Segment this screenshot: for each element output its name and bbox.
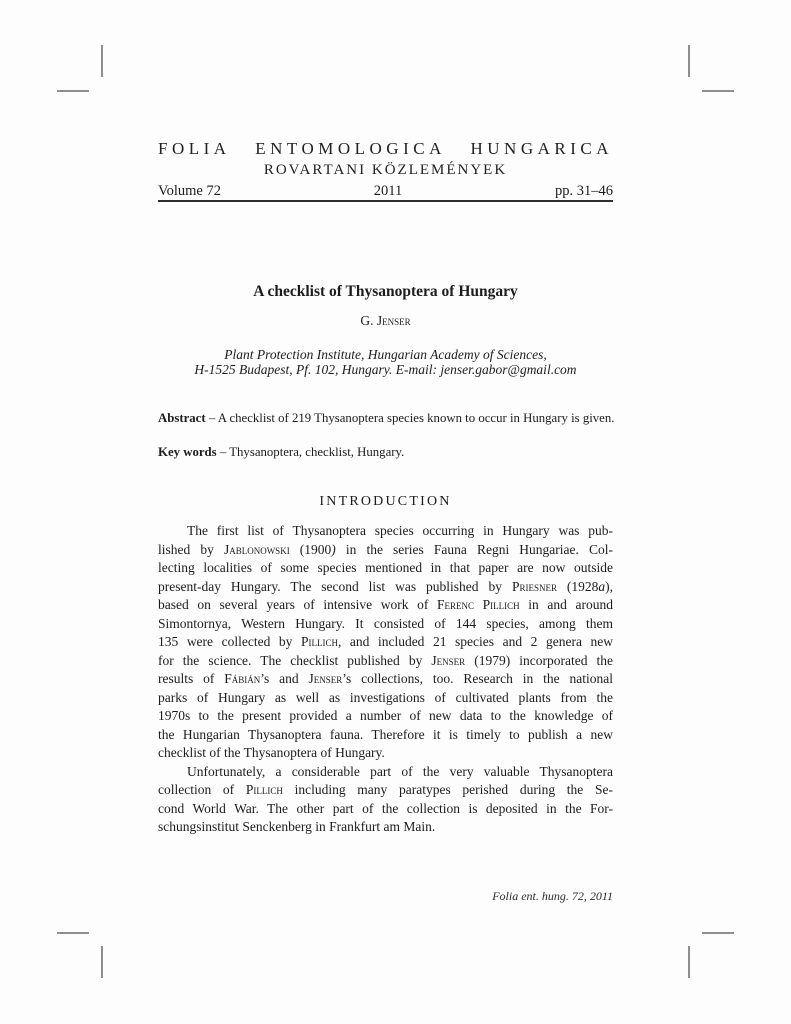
body-text-line: checklist of the Thysanoptera of Hungary. bbox=[158, 745, 385, 760]
crop-mark-bottom-right-horizontal bbox=[702, 932, 734, 934]
small-caps-name: Jenser bbox=[431, 652, 466, 668]
small-caps-name: Pillich bbox=[245, 782, 283, 797]
italic-text: a bbox=[598, 578, 606, 594]
journal-title bbox=[158, 140, 613, 157]
abstract-text: – A checklist of 219 Thysanoptera species known to occur in Hungary is given. bbox=[205, 411, 615, 425]
body-text-line: 1970s to the present provided a number of new data to the knowledge of bbox=[158, 708, 613, 723]
keywords-label: Key words bbox=[158, 445, 217, 459]
body-text-line: Simontornya, Western Hungary. It consisted of 144 species, among them bbox=[158, 615, 613, 631]
crop-mark-top-right-vertical bbox=[688, 45, 690, 77]
body-text-line: present-day Hungary. The second list was published by Priesner (1928a), bbox=[158, 578, 614, 594]
small-caps-name: Jablonowski bbox=[223, 541, 290, 557]
crop-mark-top-left-vertical bbox=[101, 45, 103, 77]
crop-mark-bottom-right-vertical bbox=[688, 946, 690, 978]
body-text-line: based on several years of intensive work of Ferenc Pillich in and around bbox=[158, 597, 613, 612]
journal-title-word: FOLIA bbox=[158, 139, 231, 158]
body-text-line: the Hungarian Thysanoptera fauna. Therefore it is timely to publish a new bbox=[158, 726, 613, 742]
keywords bbox=[158, 444, 613, 460]
section-heading: INTRODUCTION bbox=[319, 494, 452, 509]
article-title: A checklist of Thysanoptera of Hungary bbox=[253, 283, 518, 300]
body-text-line: Unfortunately, a considerable part of the very valuable Thysanoptera bbox=[187, 763, 613, 779]
journal-title-word: HUNGARICA bbox=[470, 139, 613, 158]
affiliation bbox=[158, 347, 613, 377]
body-paragraphs bbox=[158, 522, 613, 837]
affiliation-line: Plant Protection Institute, Hungarian Academy of Sciences, bbox=[224, 347, 547, 362]
italic-text: ) bbox=[331, 541, 336, 557]
author-name: G. Jenser bbox=[360, 313, 411, 328]
small-caps-name: Pillich bbox=[300, 634, 338, 649]
keywords-text: – Thysanoptera, checklist, Hungary. bbox=[216, 445, 405, 459]
small-caps-name: Priesner bbox=[511, 578, 557, 594]
journal-title-word: ENTOMOLOGICA bbox=[255, 139, 446, 158]
body-text-line: results of Fábián’s and Jenser’s collections, too. Research in the national bbox=[158, 671, 613, 686]
volume-label: Volume 72 bbox=[158, 183, 221, 199]
body-text-line: for the science. The checklist published by Jenser (1979) incorporated the bbox=[158, 652, 613, 668]
body-text-line: lecting localities of some species mentioned in that paper are now outside bbox=[158, 560, 613, 575]
crop-mark-top-right-horizontal bbox=[702, 90, 734, 92]
body-text-line: schungsinstitut Senckenberg in Frankfurt am Main. bbox=[158, 819, 436, 834]
affiliation-line: H-1525 Budapest, Pf. 102, Hungary. E-mail: jenser.gabor@gmail.com bbox=[194, 362, 577, 377]
year-label: 2011 bbox=[373, 183, 403, 199]
crop-mark-top-left-horizontal bbox=[57, 90, 89, 92]
journal-subtitle: ROVARTANI KÖZLEMÉNYEK bbox=[263, 162, 508, 178]
running-footer: Folia ent. hung. 72, 2011 bbox=[492, 889, 613, 903]
abstract-label: Abstract bbox=[158, 411, 206, 425]
body-text-line: parks of Hungary as well as investigations of cultivated plants from the bbox=[158, 689, 613, 705]
abstract bbox=[158, 410, 613, 426]
pages-label: pp. 31–46 bbox=[554, 183, 613, 199]
header-rule bbox=[158, 200, 613, 202]
body-text-line: cond World War. The other part of the collection is deposited in the For- bbox=[158, 800, 613, 816]
crop-mark-bottom-left-horizontal bbox=[57, 932, 89, 934]
small-caps-name: Fábián bbox=[224, 671, 261, 686]
body-text-line: 135 were collected by Pillich, and included 21 species and 2 genera new bbox=[158, 634, 613, 649]
body-text-line: collection of Pillich including many paratypes perished during the Se- bbox=[158, 782, 613, 797]
body-text-line: The first list of Thysanoptera species occurring in Hungary was pub- bbox=[187, 523, 613, 538]
small-caps-name: Ferenc Pillich bbox=[436, 597, 520, 612]
crop-mark-bottom-left-vertical bbox=[101, 946, 103, 978]
small-caps-name: Jenser bbox=[308, 671, 343, 686]
body-text-line: lished by Jablonowski (1900) in the series Fauna Regni Hungariae. Col- bbox=[158, 541, 613, 557]
volume-row bbox=[158, 183, 613, 199]
